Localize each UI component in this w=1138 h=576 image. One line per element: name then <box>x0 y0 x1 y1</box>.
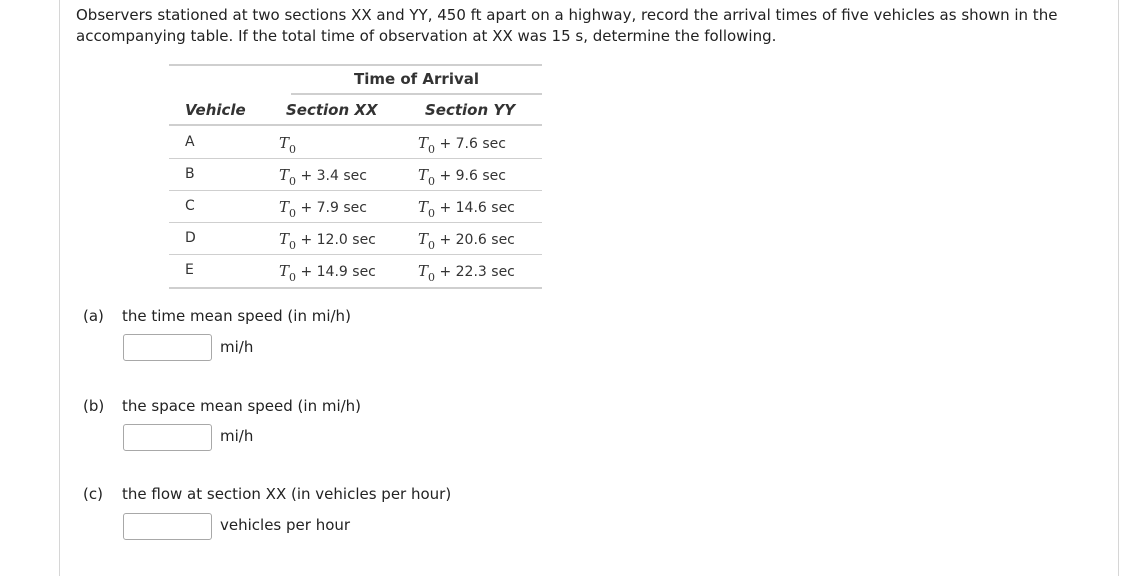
part-b-prompt: the space mean speed (in mi/h) <box>122 397 362 415</box>
part-b <box>83 397 361 415</box>
part-a-prompt: the time mean speed (in mi/h) <box>122 307 351 325</box>
part-a <box>83 307 351 325</box>
t0-symbol: $T_0$ <box>418 166 436 188</box>
t0-symbol: $T_0$ <box>279 262 297 284</box>
space-mean-speed-input[interactable] <box>123 424 212 451</box>
cell-section-yy: $T_0 + 14.6$ sec <box>418 198 515 220</box>
t0-symbol: $T_0$ <box>279 134 297 156</box>
header-vehicle: Vehicle <box>185 101 246 119</box>
cell-vehicle: A <box>185 134 195 150</box>
cell-section-xx <box>279 134 297 156</box>
table-rule-top <box>169 64 542 66</box>
part-b-unit: mi/h <box>220 427 254 445</box>
part-c-letter: (c) <box>83 485 103 503</box>
table-rule-bottom <box>169 287 542 289</box>
part-c <box>83 485 451 503</box>
cell-vehicle: B <box>185 166 195 182</box>
cell-section-xx: $T_0 + 7.9$ sec <box>279 198 367 220</box>
part-c-unit: vehicles per hour <box>220 516 351 534</box>
t0-symbol: $T_0$ <box>279 230 297 252</box>
t0-symbol: $T_0$ <box>418 230 436 252</box>
cell-section-yy: $T_0 + 9.6$ sec <box>418 166 506 188</box>
header-section-yy: Section YY <box>425 101 516 119</box>
table-row-divider <box>169 190 542 191</box>
t0-symbol: $T_0$ <box>279 166 297 188</box>
table-row-divider <box>169 222 542 223</box>
cell-section-yy: $T_0 + 7.6$ sec <box>418 134 506 156</box>
cell-section-yy: $T_0 + 20.6$ sec <box>418 230 515 252</box>
cell-vehicle: E <box>185 262 194 278</box>
t0-symbol: $T_0$ <box>418 198 436 220</box>
t0-symbol: $T_0$ <box>418 134 436 156</box>
t0-symbol: $T_0$ <box>418 262 436 284</box>
header-time-of-arrival: Time of Arrival <box>353 70 480 88</box>
time-mean-speed-input[interactable] <box>123 334 212 361</box>
part-c-prompt: the flow at section XX (in vehicles per hour) <box>122 485 452 503</box>
t0-symbol: $T_0$ <box>279 198 297 220</box>
flow-input[interactable] <box>123 513 212 540</box>
table-row-divider <box>169 158 542 159</box>
table-row-divider <box>169 254 542 255</box>
table-rule-group <box>291 93 542 95</box>
part-b-letter: (b) <box>83 397 105 415</box>
cell-vehicle: D <box>185 230 196 246</box>
cell-section-xx: $T_0 + 12.0$ sec <box>279 230 376 252</box>
header-section-xx: Section XX <box>286 101 378 119</box>
part-a-unit: mi/h <box>220 338 254 356</box>
table-rule-header <box>169 124 542 126</box>
cell-section-xx: $T_0 + 3.4$ sec <box>279 166 367 188</box>
cell-section-yy: $T_0 + 22.3$ sec <box>418 262 515 284</box>
part-a-letter: (a) <box>83 307 104 325</box>
cell-section-xx: $T_0 + 14.9$ sec <box>279 262 376 284</box>
cell-vehicle: C <box>185 198 195 214</box>
question-text: Observers stationed at two sections XX and YY, 450 ft apart on a highway, record the arrival times of five vehicles as shown in the accompanying table. If the total time of observation at XX was 15 s, determine the following. <box>76 6 1058 45</box>
